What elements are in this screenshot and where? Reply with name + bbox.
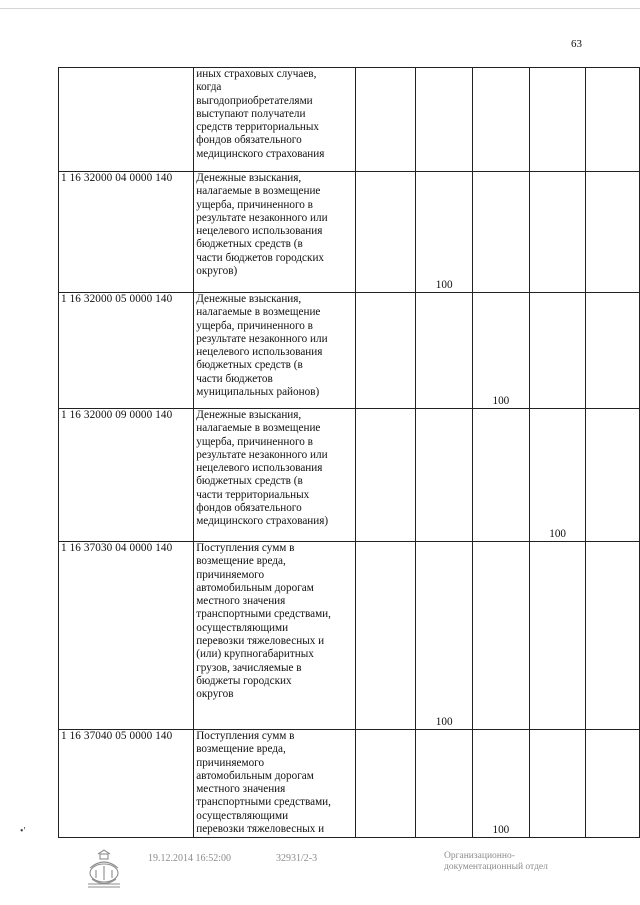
footer-org-line: Организационно-: [444, 851, 515, 861]
income-name-line: Денежные взыскания,: [196, 409, 302, 421]
budget-code-cell: 1 16 37030 04 0000 140: [59, 542, 194, 730]
income-name-line: Денежные взыскания,: [196, 293, 302, 305]
income-name-line: возмещение вреда,: [196, 555, 286, 568]
normative-value-cell: [473, 409, 530, 542]
normative-value-cell: [473, 68, 530, 172]
income-name-line: транспортными средствами,: [196, 796, 331, 809]
income-name-line: бюджеты городских: [196, 674, 292, 687]
normative-value-cell: [473, 542, 530, 730]
income-name-line: возмещение вреда,: [196, 743, 286, 756]
footer-datetime: 19.12.2014 16:52:00: [148, 853, 232, 864]
scan-top-edge: [0, 8, 640, 9]
table-row: [59, 172, 640, 293]
budget-revenue-table: [58, 67, 640, 838]
normative-value-cell: [586, 172, 640, 293]
normative-value-cell: 100: [529, 409, 586, 542]
normative-value-cell: [586, 409, 640, 542]
income-name-line: осуществляющими: [196, 621, 289, 634]
income-name-cell: [194, 409, 356, 542]
income-name-line: перевозки тяжеловесных и: [196, 635, 325, 648]
normative-value-cell: [529, 542, 586, 730]
income-name-line: автомобильным дорогам: [196, 581, 314, 594]
table-row: [59, 293, 640, 409]
normative-value-cell: [356, 172, 416, 293]
footer-org-line: документационный отдел: [444, 862, 548, 872]
income-name-line: причиняемого: [196, 568, 265, 581]
normative-value-cell: 100: [416, 172, 473, 293]
income-name-line: налагаемые в возмещение: [196, 306, 321, 319]
income-name-line: средств территориальных: [196, 121, 320, 134]
income-name-line: автомобильным дорогам: [196, 769, 314, 782]
income-name-line: округов): [196, 265, 238, 278]
normative-value-cell: [529, 68, 586, 172]
table-row: [59, 542, 640, 730]
income-name-line: ущерба, причиненного в: [196, 198, 313, 211]
income-name-line: нецелевого использования: [196, 462, 323, 475]
budget-code-cell: 1 16 32000 09 0000 140: [59, 409, 194, 542]
income-name-cell: [194, 730, 356, 838]
income-name-line: Поступления сумм в: [196, 730, 295, 742]
normative-value-cell: [356, 68, 416, 172]
income-name-line: медицинского страхования: [196, 147, 325, 160]
income-name-line: результате незаконного или: [196, 332, 328, 345]
normative-value-cell: [416, 409, 473, 542]
income-name-line: Денежные взыскания,: [196, 172, 302, 184]
income-name-line: ущерба, причиненного в: [196, 435, 313, 448]
normative-value-cell: [416, 68, 473, 172]
income-name-line: медицинского страхования): [196, 515, 329, 528]
emblem-seal-icon: [84, 848, 124, 890]
budget-code-cell: 1 16 37040 05 0000 140: [59, 730, 194, 838]
income-name-line: части бюджетов: [196, 372, 273, 385]
normative-value-cell: 100: [473, 730, 530, 838]
normative-value-cell: [356, 409, 416, 542]
income-name-line: муниципальных районов): [196, 386, 320, 399]
budget-code-cell: 1 16 32000 04 0000 140: [59, 172, 194, 293]
income-name-line: фондов обязательного: [196, 502, 302, 515]
income-name-line: иных страховых случаев,: [196, 68, 317, 80]
income-name-line: фондов обязательного: [196, 134, 302, 147]
income-name-line: округов: [196, 688, 234, 701]
income-name-cell: [194, 68, 356, 172]
income-name-line: бюджетных средств (в: [196, 238, 303, 251]
income-name-line: результате незаконного или: [196, 448, 328, 461]
income-name-line: бюджетных средств (в: [196, 359, 303, 372]
table-row: [59, 730, 640, 838]
income-name-line: (или) крупногабаритных: [196, 648, 314, 661]
income-name-line: ущерба, причиненного в: [196, 319, 313, 332]
income-name-line: результате незаконного или: [196, 211, 328, 224]
income-name-line: перевозки тяжеловесных и: [196, 823, 325, 836]
normative-value-cell: [586, 293, 640, 409]
income-name-line: Поступления сумм в: [196, 542, 295, 554]
income-name-line: когда: [196, 81, 222, 94]
income-name-cell: [194, 542, 356, 730]
income-name-line: нецелевого использования: [196, 346, 323, 359]
income-name-line: бюджетных средств (в: [196, 475, 303, 488]
income-name-line: части бюджетов городских: [196, 251, 325, 264]
budget-code-cell: 1 16 32000 05 0000 140: [59, 293, 194, 409]
income-name-line: местного значения: [196, 595, 286, 608]
income-name-line: выступают получатели: [196, 107, 306, 120]
income-name-cell: [194, 172, 356, 293]
normative-value-cell: [586, 68, 640, 172]
normative-value-cell: [416, 730, 473, 838]
table-row: [59, 409, 640, 542]
normative-value-cell: [416, 293, 473, 409]
margin-mark: •': [20, 826, 26, 837]
income-name-line: местного значения: [196, 783, 286, 796]
normative-value-cell: [356, 542, 416, 730]
normative-value-cell: [586, 730, 640, 838]
normative-value-cell: [473, 172, 530, 293]
table-body: [59, 68, 640, 838]
income-name-line: части территориальных: [196, 488, 310, 501]
income-name-line: налагаемые в возмещение: [196, 422, 321, 435]
normative-value-cell: [529, 293, 586, 409]
income-name-line: транспортными средствами,: [196, 608, 331, 621]
footer-org-stamp: [444, 851, 594, 873]
income-name-cell: [194, 293, 356, 409]
income-name-line: нецелевого использования: [196, 225, 323, 238]
income-name-line: осуществляющими: [196, 809, 289, 822]
normative-value-cell: [586, 542, 640, 730]
income-name-line: причиняемого: [196, 756, 265, 769]
normative-value-cell: [356, 293, 416, 409]
income-name-line: налагаемые в возмещение: [196, 185, 321, 198]
income-name-line: выгодоприобретателями: [196, 94, 313, 107]
normative-value-cell: 100: [416, 542, 473, 730]
normative-value-cell: [356, 730, 416, 838]
page-number: 63: [571, 38, 582, 50]
budget-code-cell: [59, 68, 194, 172]
footer-doc-number: 32931/2-3: [276, 853, 318, 864]
table-row: [59, 68, 640, 172]
normative-value-cell: 100: [473, 293, 530, 409]
normative-value-cell: [529, 172, 586, 293]
normative-value-cell: [529, 730, 586, 838]
income-name-line: грузов, зачисляемые в: [196, 661, 302, 674]
